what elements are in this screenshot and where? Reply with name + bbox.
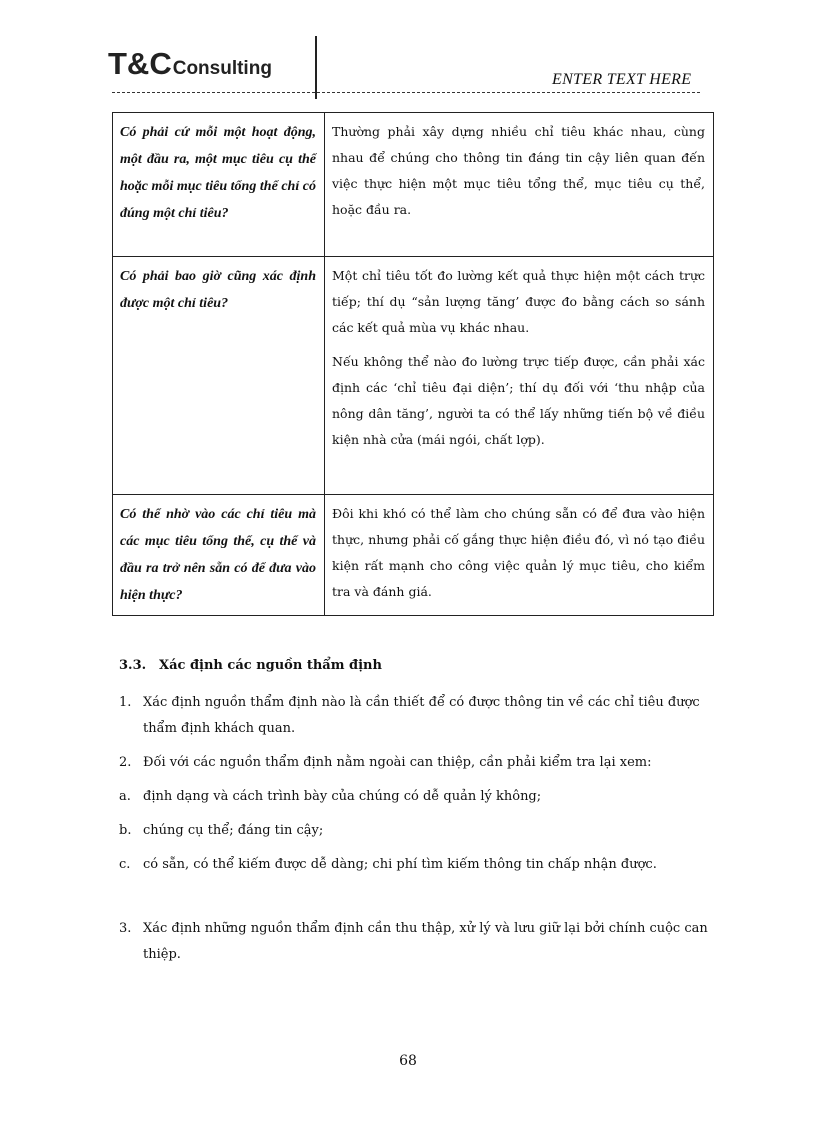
list-item (119, 852, 709, 878)
section-3-3 (119, 656, 709, 976)
list-item-text: Xác định nguồn thẩm định nào là cần thiết để có được thông tin về các chỉ tiêu được thẩm định khách quan. (143, 695, 700, 736)
page-number: 68 (399, 1053, 417, 1069)
answer-paragraph: Một chỉ tiêu tốt đo lường kết quả thực hiện một cách trực tiếp; thí dụ “sản lượng tăng’ được đo bằng cách so sánh các kết quả mùa vụ khác nhau. (332, 268, 705, 335)
answer-paragraph: Đôi khi khó có thể làm cho chúng sẵn có để đưa vào hiện thực, nhưng phải cố gắng thực hiện điều đó, vì nó tạo điều kiện rất mạnh cho công việc quản lý mục tiêu, cho kiểm tra và đánh giá. (332, 506, 705, 599)
list-item-label: 3. (119, 921, 132, 936)
list-item-label: a. (119, 789, 131, 804)
list-item (119, 784, 709, 810)
question-cell: Có thể nhờ vào các chỉ tiêu mà các mục tiêu tổng thể, cụ thể và đầu ra trở nên sẵn có để đưa vào hiện thực? (113, 495, 325, 616)
table-row (113, 257, 714, 495)
list-item-text: Xác định những nguồn thẩm định cần thu thập, xử lý và lưu giữ lại bởi chính cuộc can thiệp. (143, 921, 708, 962)
list-item-text: có sẵn, có thể kiếm được dễ dàng; chi phí tìm kiếm thông tin chấp nhận được. (143, 857, 657, 872)
list-item (119, 818, 709, 844)
page-header (0, 0, 816, 100)
section-title: Xác định các nguồn thẩm định (159, 658, 382, 673)
list-item-label: 2. (119, 755, 132, 770)
qa-table (112, 112, 714, 616)
section-number: 3.3. (119, 658, 147, 673)
list-item-text: định dạng và cách trình bày của chúng có dễ quản lý không; (143, 789, 542, 804)
header-vertical-divider (315, 36, 317, 99)
answer-paragraph: Nếu không thể nào đo lường trực tiếp được, cần phải xác định các ‘chỉ tiêu đại diện’; thí dụ đối với ‘thu nhập của nông dân tăng’, người ta có thể lấy những tiến bộ về điều kiện nhà cửa (mái ngói, chất lợp). (332, 354, 705, 447)
list-item (119, 750, 709, 776)
answer-paragraph: Thường phải xây dựng nhiều chỉ tiêu khác nhau, cùng nhau để chúng cho thông tin đáng tin cậy liên quan đến việc thực hiện một mục tiêu tổng thể, mục tiêu cụ thể, hoặc đầu ra. (332, 124, 705, 217)
logo-main-text: T&C (108, 46, 172, 81)
list-item (119, 690, 709, 742)
answer-cell (325, 113, 714, 257)
list-item-label: b. (119, 823, 132, 838)
company-logo (108, 46, 272, 82)
header-dashed-rule (112, 92, 700, 93)
list-item-text: Đối với các nguồn thẩm định nằm ngoài can thiệp, cần phải kiểm tra lại xem: (143, 755, 652, 770)
list-item-label: 1. (119, 695, 132, 710)
question-cell: Có phải bao giờ cũng xác định được một chỉ tiêu? (113, 257, 325, 495)
list-item-label: c. (119, 857, 131, 872)
answer-cell (325, 495, 714, 616)
table-row (113, 495, 714, 616)
table-row (113, 113, 714, 257)
section-heading (119, 656, 709, 676)
question-cell: Có phải cứ mỗi một hoạt động, một đầu ra, một mục tiêu cụ thể hoặc mỗi mục tiêu tổng thể chỉ có đúng một chỉ tiêu? (113, 113, 325, 257)
header-placeholder-text: ENTER TEXT HERE (552, 71, 692, 88)
list-item (119, 916, 709, 968)
logo-sub-text: Consulting (172, 58, 272, 79)
answer-cell (325, 257, 714, 495)
spacer (119, 886, 709, 916)
list-item-text: chúng cụ thể; đáng tin cậy; (143, 823, 324, 838)
